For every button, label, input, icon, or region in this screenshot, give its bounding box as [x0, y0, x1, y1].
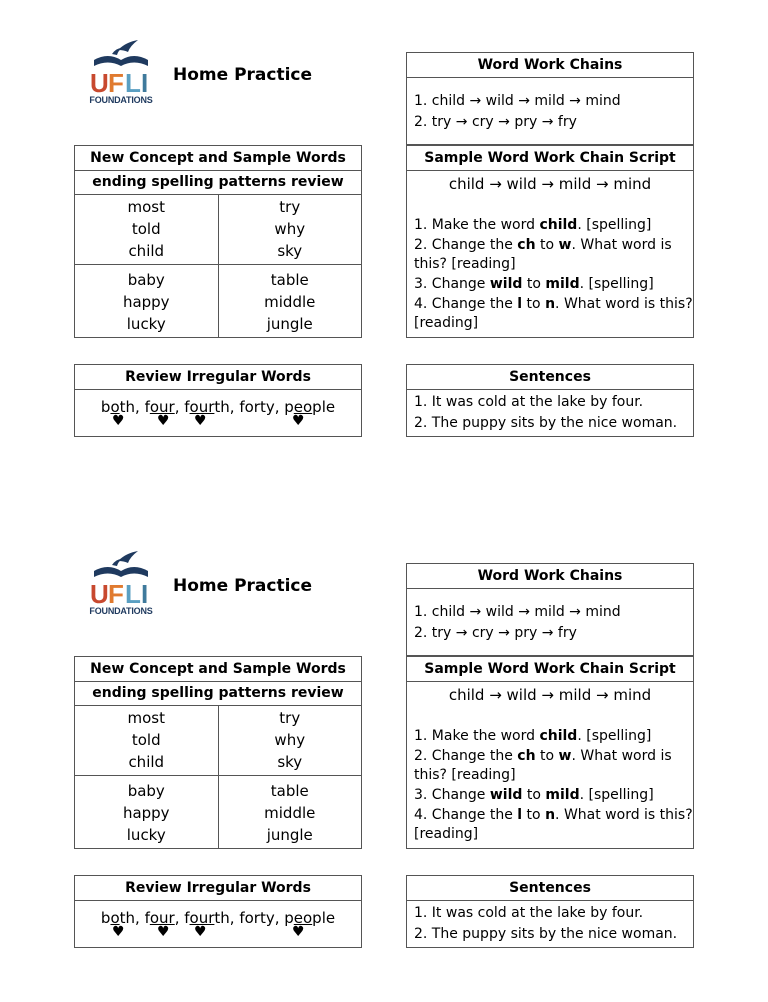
chain-line: 1. child → wild → mild → mind [414, 93, 621, 109]
irregular-words-box [74, 875, 362, 948]
chain-script-title: Sample Word Work Chain Script [407, 657, 693, 682]
sample-word: table [270, 782, 309, 800]
script-step: 2. Change the ch to w. What word is this? [reading] [414, 748, 672, 783]
sentence: 1. It was cold at the lake by four. [414, 394, 644, 410]
heart-icon: ♥ [194, 924, 207, 940]
sample-word: try [279, 709, 301, 727]
sample-word: lucky [126, 315, 166, 333]
svg-text:U: U [90, 68, 109, 98]
sample-word: sky [277, 753, 303, 771]
sample-word: sky [277, 242, 303, 260]
new-concept-subtitle: ending spelling patterns review [75, 682, 361, 706]
svg-text:L: L [125, 579, 141, 609]
sample-word: happy [122, 804, 170, 822]
irregular-words-box [74, 364, 362, 437]
word-work-chains-title: Word Work Chains [407, 564, 693, 589]
irregular-words-title: Review Irregular Words [75, 365, 361, 390]
ufli-logo [88, 549, 154, 619]
sample-word: lucky [126, 826, 166, 844]
sample-word: told [131, 731, 161, 749]
sentence: 2. The puppy sits by the nice woman. [414, 926, 678, 942]
heart-icon: ♥ [194, 413, 207, 429]
chain-script-title: Sample Word Work Chain Script [407, 146, 693, 171]
irregular-words-list: both, four, fourth, forty, people [100, 909, 336, 927]
sample-word: table [270, 271, 309, 289]
sentences-box [406, 364, 694, 437]
chain-script-box [406, 145, 694, 338]
book-bird-icon [88, 38, 154, 98]
new-concept-box [74, 656, 362, 849]
new-concept-box [74, 145, 362, 338]
irregular-words-list: both, four, fourth, forty, people [100, 398, 336, 416]
script-step: 4. Change the l to n. What word is this? [reading] [414, 807, 693, 842]
svg-text:I: I [141, 579, 149, 609]
sample-word: told [131, 220, 161, 238]
sample-word: happy [122, 293, 170, 311]
script-step: 1. Make the word child. [spelling] [414, 217, 652, 233]
heart-icon: ♥ [292, 413, 305, 429]
sample-words-group [75, 265, 361, 337]
sample-words-group [75, 706, 361, 776]
sentence: 1. It was cold at the lake by four. [414, 905, 644, 921]
heart-icon: ♥ [112, 924, 125, 940]
script-step: 3. Change wild to mild. [spelling] [414, 787, 654, 803]
logo-foundations-text: FOUNDATIONS [89, 606, 153, 616]
svg-text:F: F [108, 579, 124, 609]
book-bird-icon [88, 549, 154, 609]
chain-line: 2. try → cry → pry → fry [414, 625, 577, 641]
logo-foundations-text: FOUNDATIONS [89, 95, 153, 105]
sample-word: baby [127, 782, 165, 800]
chain-script-box [406, 656, 694, 849]
new-concept-subtitle: ending spelling patterns review [75, 171, 361, 195]
svg-text:I: I [141, 68, 149, 98]
sample-word: jungle [266, 826, 313, 844]
svg-text:U: U [90, 579, 109, 609]
sample-words-group [75, 195, 361, 265]
heart-icon: ♥ [112, 413, 125, 429]
word-work-chains-title: Word Work Chains [407, 53, 693, 78]
chain-script-chain: child → wild → mild → mind [448, 686, 652, 704]
sample-word: why [274, 731, 306, 749]
new-concept-title: New Concept and Sample Words [75, 657, 361, 682]
sample-word: jungle [266, 315, 313, 333]
sentences-title: Sentences [407, 876, 693, 901]
heart-icon: ♥ [157, 413, 170, 429]
ufli-logo [88, 38, 154, 108]
sentence: 2. The puppy sits by the nice woman. [414, 415, 678, 431]
irregular-words-title: Review Irregular Words [75, 876, 361, 901]
chain-line: 1. child → wild → mild → mind [414, 604, 621, 620]
word-work-chains-box [406, 563, 694, 656]
new-concept-title: New Concept and Sample Words [75, 146, 361, 171]
chain-script-chain: child → wild → mild → mind [448, 175, 652, 193]
sample-word: child [128, 753, 165, 771]
chain-line: 2. try → cry → pry → fry [414, 114, 577, 130]
heart-icon: ♥ [157, 924, 170, 940]
script-step: 3. Change wild to mild. [spelling] [414, 276, 654, 292]
word-work-chains-box [406, 52, 694, 145]
script-step: 1. Make the word child. [spelling] [414, 728, 652, 744]
sample-word: most [127, 198, 165, 216]
heart-icon: ♥ [292, 924, 305, 940]
page-title: Home Practice [173, 576, 313, 596]
script-step: 4. Change the l to n. What word is this? [reading] [414, 296, 693, 331]
sample-word: why [274, 220, 306, 238]
sentences-box [406, 875, 694, 948]
sample-word: middle [264, 293, 316, 311]
svg-text:F: F [108, 68, 124, 98]
svg-text:L: L [125, 68, 141, 98]
page-title: Home Practice [173, 65, 313, 85]
sample-word: baby [127, 271, 165, 289]
sample-word: try [279, 198, 301, 216]
sample-words-group [75, 776, 361, 848]
sample-word: middle [264, 804, 316, 822]
practice-card-bottom [0, 511, 768, 961]
practice-card-top [0, 0, 768, 450]
sentences-title: Sentences [407, 365, 693, 390]
script-step: 2. Change the ch to w. What word is this? [reading] [414, 237, 672, 272]
sample-word: most [127, 709, 165, 727]
sample-word: child [128, 242, 165, 260]
